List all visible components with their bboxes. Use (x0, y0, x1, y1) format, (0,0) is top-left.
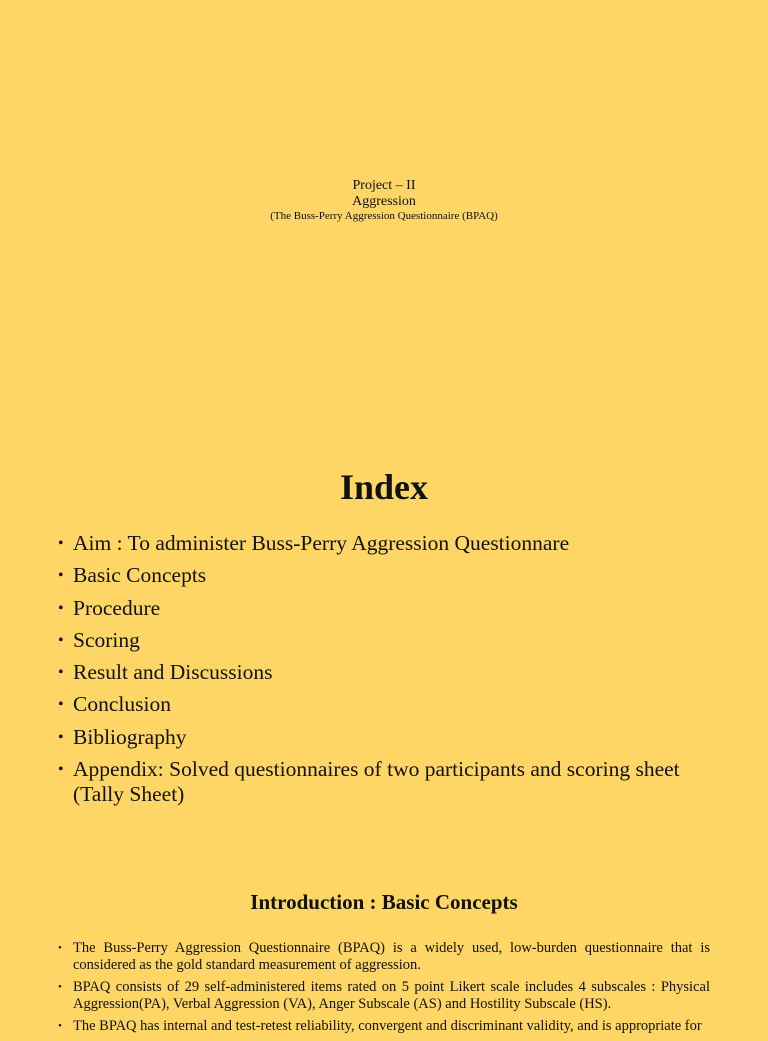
list-item: • The BPAQ has internal and test-retest reliability, convergent and discriminant validity, and is appropriate for (58, 1018, 702, 1034)
list-item: • Conclusion (58, 692, 171, 717)
topic-title: Aggression (352, 194, 416, 209)
list-item: • Result and Discussions (58, 660, 273, 685)
list-item: • Scoring (58, 627, 140, 652)
bullet-icon: • (58, 942, 62, 954)
bullet-icon: • (58, 631, 64, 649)
index-list (58, 531, 726, 814)
index-heading: Index (339, 467, 429, 507)
bullet-icon: • (58, 981, 62, 993)
bullet-icon: • (58, 761, 64, 779)
list-item: • Bibliography (58, 724, 187, 749)
list-item: • Procedure (58, 595, 161, 620)
list-item: • Appendix: Solved questionnaires of two participants and scoring sheet (Tally Sheet) (58, 757, 680, 807)
intro-heading: Introduction : Basic Concepts (250, 890, 518, 914)
bullet-icon: • (58, 599, 64, 617)
list-item: • BPAQ consists of 29 self-administered items rated on 5 point Likert scale includes 4 subscales : Physical Aggression(PA), Verbal Aggression (VA), Anger Subscale (AS) and Hostility Subscale (HS). (58, 979, 710, 1012)
bullet-icon: • (58, 567, 64, 585)
list-item: • Basic Concepts (58, 563, 207, 588)
bullet-icon: • (58, 1020, 62, 1032)
bullet-icon: • (58, 535, 64, 552)
list-item: • Aim : To administer Buss-Perry Aggression Questionnare (58, 531, 570, 555)
bullet-icon: • (58, 664, 64, 682)
project-label: Project – II (352, 178, 416, 193)
intro-list (58, 940, 710, 1041)
bullet-icon: • (58, 728, 64, 746)
topic-subtitle: (The Buss-Perry Aggression Questionnaire (BPAQ) (270, 210, 498, 222)
bullet-icon: • (58, 696, 64, 714)
list-item: • The Buss-Perry Aggression Questionnaire (BPAQ) is a widely used, low-burden questionnaire that is considered as the gold standard measurement of aggression. (58, 940, 710, 973)
